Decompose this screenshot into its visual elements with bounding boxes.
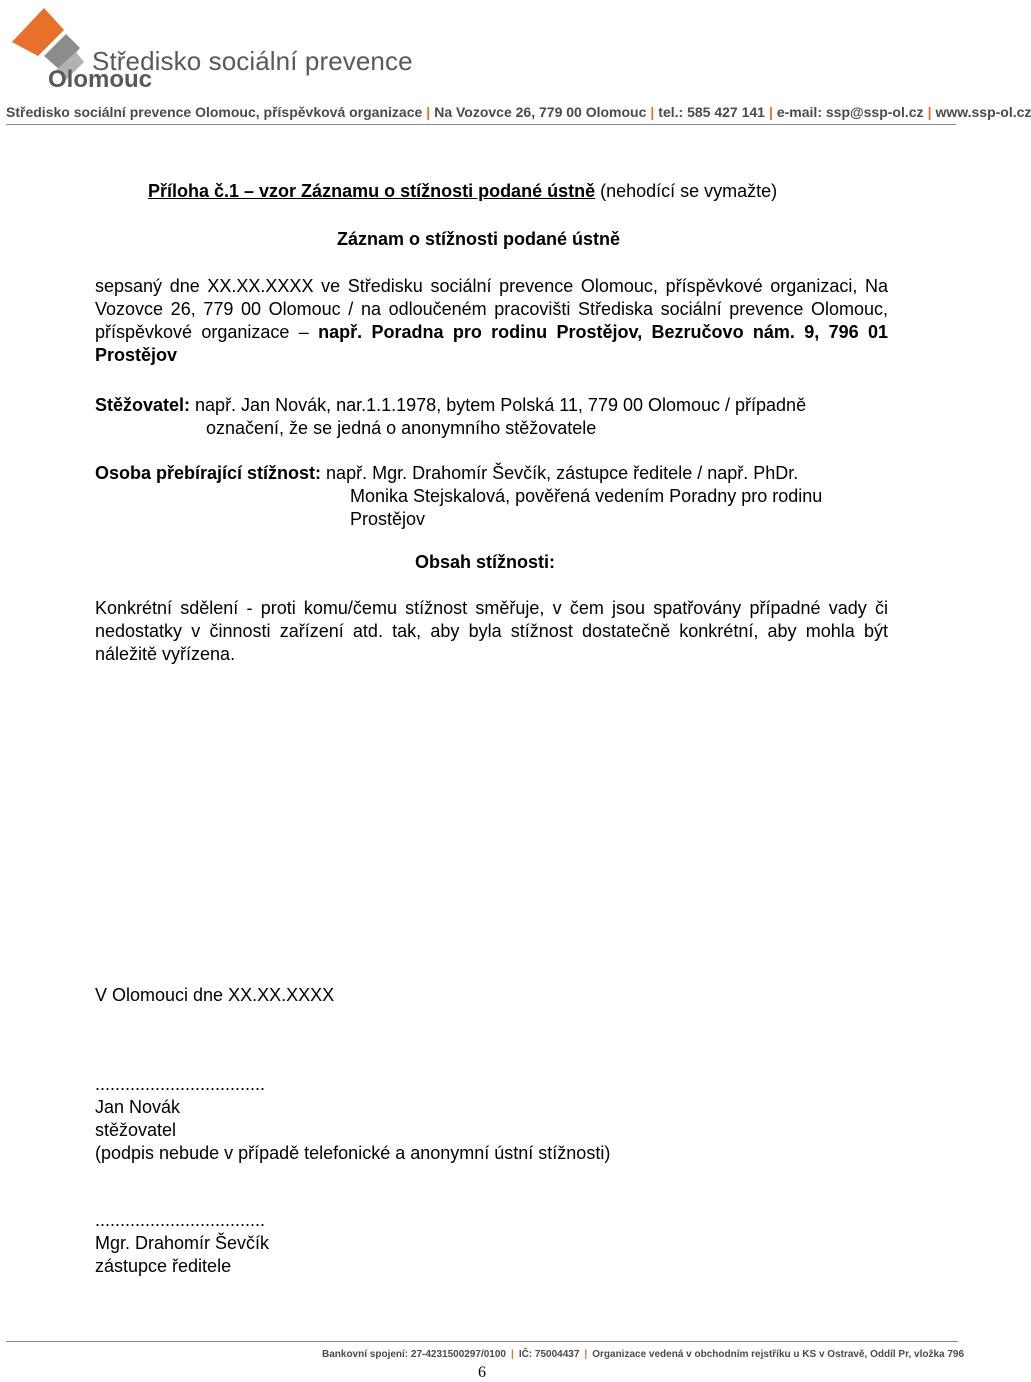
header-divider xyxy=(6,124,956,125)
header-website[interactable]: www.ssp-ol.cz xyxy=(935,104,1031,120)
footer-registry: Organizace vedená v obchodním rejstříku u KS v Ostravě, Oddíl Pr, vložka 796 xyxy=(592,1349,965,1360)
intro-text: sepsaný dne XX.XX.XXXX ve Středisku sociální prevence Olomouc, příspěvkové organizaci, Na Vozovce 26, 779 00 Olomouc / na odloučeném pracovišti Střediska sociální prevence Olomouc, příspěvkové organizace – xyxy=(95,276,888,342)
signature-role-receiver: zástupce ředitele xyxy=(95,1256,232,1276)
signature-name-receiver: Mgr. Drahomír Ševčík xyxy=(95,1233,270,1253)
org-name: Středisko sociální prevence xyxy=(92,46,413,76)
receiver-line1 xyxy=(95,462,798,485)
complainant-line2: označení, že se jedná o anonymního stěžovatele xyxy=(206,418,597,438)
attachment-title xyxy=(148,181,777,202)
signature-line-complainant: .................................. xyxy=(95,1074,266,1094)
page-number: 6 xyxy=(478,1364,486,1381)
header-email[interactable]: e-mail: ssp@ssp-ol.cz xyxy=(776,104,924,120)
attachment-title-bold: Příloha č.1 – vzor Záznamu o stížnosti podané ústně xyxy=(148,181,596,201)
receiver-value: např. Mgr. Drahomír Ševčík, zástupce ředitele / např. PhDr. xyxy=(321,463,799,483)
footer-bank: Bankovní spojení: 27-4231500297/0100 xyxy=(322,1349,506,1360)
content-paragraph: Konkrétní sdělení - proti komu/čemu stížnost směřuje, v čem jsou spatřovány případné vady či nedostatky v činnosti zařízení atd. tak, aby byla stížnost dostatečně konkrétní, aby mohla být náležitě vyřízena. xyxy=(95,598,888,664)
org-city: Olomouc xyxy=(48,66,153,93)
header-contact-line: Středisko sociální prevence Olomouc, příspěvková organizace | Na Vozovce 26, 779 00 Olomouc | tel.: 585 427 141 | e-mail: ssp@ssp-ol.cz | www.ssp-ol.cz xyxy=(6,104,1031,120)
intro-branch: např. Poradna pro rodinu Prostějov, Bezručovo nám. 9, 796 01 Prostějov xyxy=(95,322,888,365)
content-heading: Obsah stížnosti: xyxy=(415,552,556,572)
intro-paragraph xyxy=(95,275,888,367)
header-address: Na Vozovce 26, 779 00 Olomouc xyxy=(434,104,647,120)
header-org-full: Středisko sociální prevence Olomouc, příspěvková organizace xyxy=(6,104,423,120)
signature-line-receiver: .................................. xyxy=(95,1210,266,1230)
complainant-value: např. Jan Novák, nar.1.1.1978, bytem Polská 11, 779 00 Olomouc / případně xyxy=(190,395,807,415)
receiver-label: Osoba přebírající stížnost: xyxy=(95,463,322,483)
footer-divider xyxy=(6,1341,958,1342)
complainant-label: Stěžovatel: xyxy=(95,395,191,415)
signature-role-complainant: stěžovatel xyxy=(95,1120,177,1140)
receiver-line2: Monika Stejskalová, pověřená vedením Poradny pro rodinu xyxy=(350,486,823,506)
receiver-line3: Prostějov xyxy=(350,509,426,529)
attachment-title-note: (nehodící se vymažte) xyxy=(595,181,778,201)
footer-ico: IČ: 75004437 xyxy=(518,1349,580,1360)
complainant-line1 xyxy=(95,394,806,417)
signature-name-complainant: Jan Novák xyxy=(95,1097,181,1117)
place-date: V Olomouci dne XX.XX.XXXX xyxy=(95,985,335,1005)
header-phone: tel.: 585 427 141 xyxy=(658,104,765,120)
footer-line: Bankovní spojení: 27-4231500297/0100 | IČ: 75004437 | Organizace vedená v obchodním rejstříku u KS v Ostravě, Oddíl Pr, vložka 796 xyxy=(322,1349,965,1360)
record-title: Záznam o stížnosti podané ústně xyxy=(337,229,621,249)
signature-note: (podpis nebude v případě telefonické a anonymní ústní stížnosti) xyxy=(95,1143,611,1163)
